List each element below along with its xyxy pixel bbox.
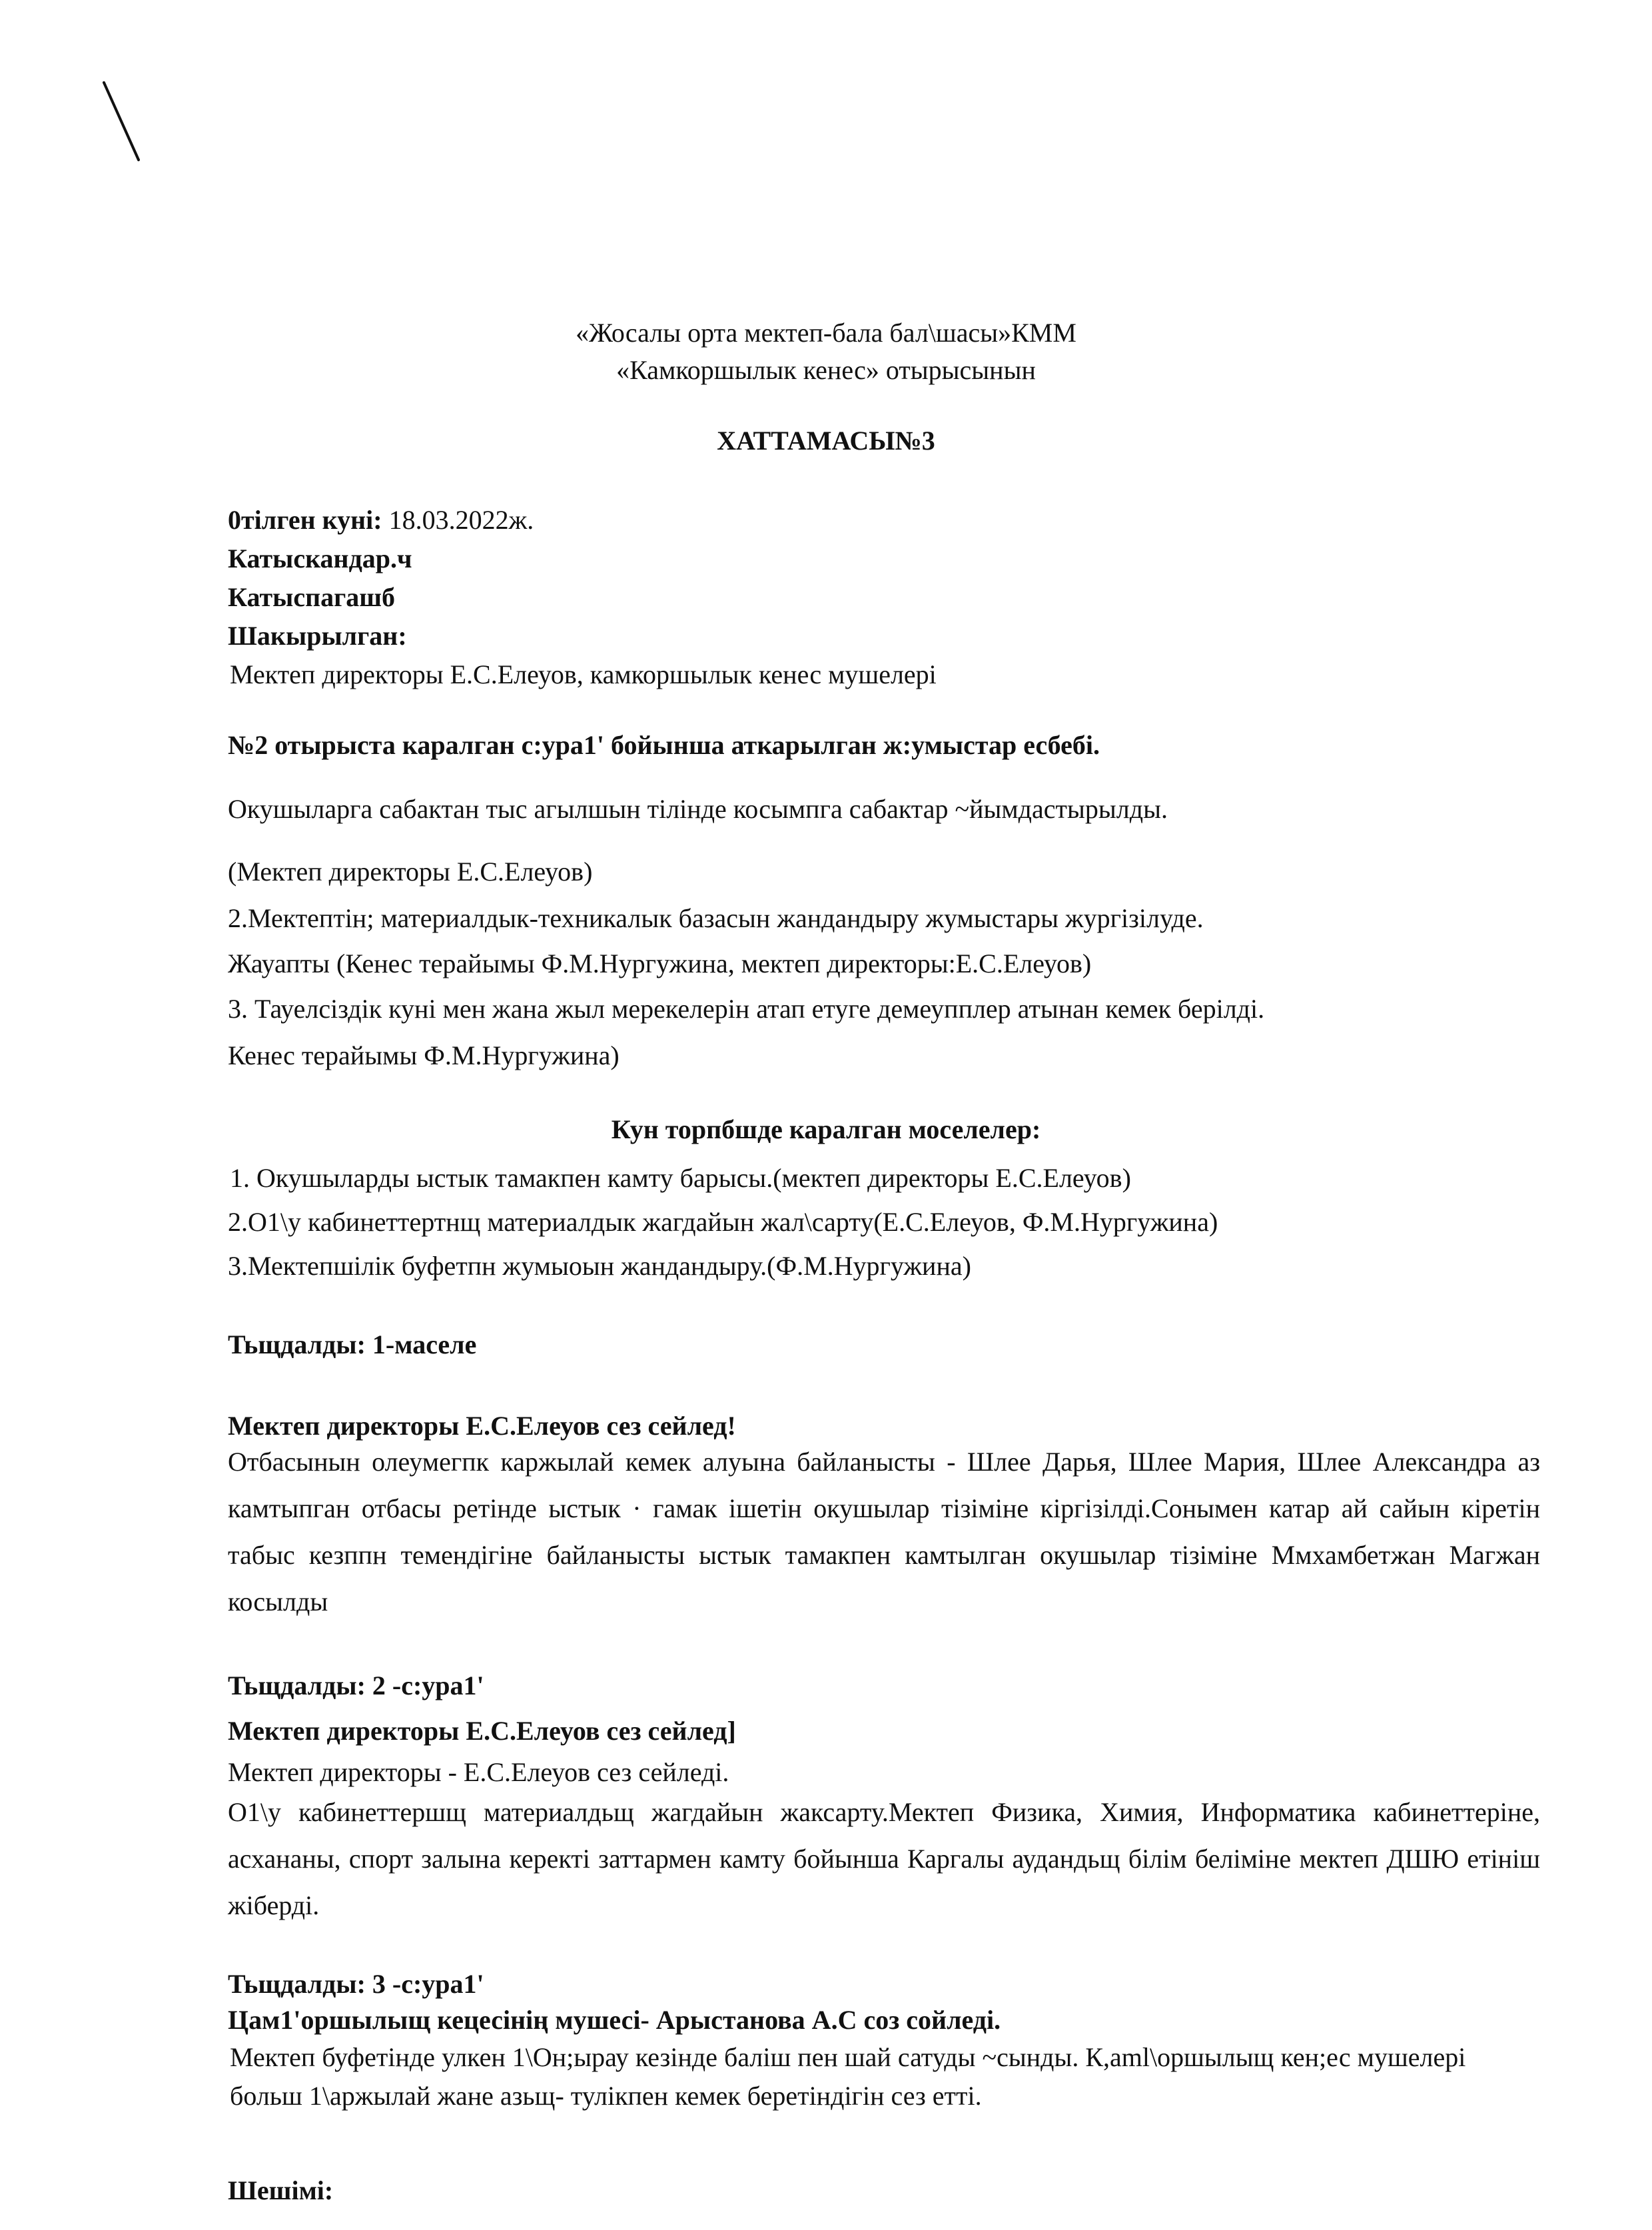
header-institution: «Жосалы орта мектеп-бала бал\шасы»КММ [576, 318, 1076, 348]
section-3-speaker: Цам1'оршылыщ кецесінің мушесі- Арыстанова А.С соз сойледі. [228, 2005, 1001, 2035]
section-1-heading: Тьщдалды: 1-маселе [228, 1329, 477, 1359]
agenda-heading: Кун торпбшде каралган моселелер: [611, 1114, 1041, 1144]
date-value: 18.03.2022ж. [388, 505, 534, 535]
pen-mark [100, 80, 147, 167]
meeting-date [228, 501, 534, 540]
report-item-2: 2.Мектептін; материалдык-техникалык базасын жандандыру жумыстары жургізілуде. [228, 903, 1204, 933]
section-2-body: О1\у кабинеттершщ материалдьщ жагдайын жаксарту.Мектеп Физика, Химия, Информатика кабинеттеріне, асхананы, спорт залына керекті заттармен камту бойынша Каргалы аудандьщ білім беліміне мектеп ДШЮ етініш жіберді. [228, 1797, 1540, 1920]
agenda-item: 1. Окушыларды ыстык тамакпен камту барысы.(мектеп директоры Е.С.Елеуов) [230, 1163, 1131, 1193]
report-item-2-responsible: Жауапты (Кенес терайымы Ф.М.Нургужина, мектеп директоры:Е.С.Елеуов) [228, 948, 1092, 978]
section-2-speaker: Мектеп директоры Е.С.Елеуов сез сейлед] [228, 1716, 736, 1746]
decision-heading: Шешімі: [228, 2175, 334, 2205]
invited-value: Мектеп директоры Е.С.Елеуов, камкоршылык кенес мушелері [230, 659, 937, 689]
present-label: Катыскандар.ч [228, 544, 412, 573]
report-item-1-responsible: (Мектеп директоры Е.С.Елеуов) [228, 857, 593, 887]
agenda-item: 2.О1\у кабинеттертнщ материалдык жагдайын жал\сарту(Е.С.Елеуов, Ф.М.Нургужина) [228, 1207, 1218, 1237]
section-1-speaker: Мектеп директоры Е.С.Елеуов сез сейлед! [228, 1411, 736, 1441]
section-3-body: Мектеп буфетінде улкен 1\Он;ырау кезінде баліш пен шай сатуды ~сынды. К,аml\оршылыщ кен;ес мушелері больш 1\аржылай жане азьщ- тулікпен кемек беретіндігін сез етті. [230, 2042, 1466, 2111]
header-council: «Камкоршылык кенес» отырысынын [616, 355, 1036, 385]
section-2-heading: Тьщдалды: 2 -с:ура1' [228, 1671, 484, 1700]
section-2-intro: Мектеп директоры - Е.С.Елеуов сез сейледі. [228, 1757, 729, 1787]
section-3-heading: Тьщдалды: 3 -с:ура1' [228, 1969, 484, 1999]
report-item-1: Окушыларга сабактан тыс агылшын тілінде косымпга сабактар ~йымдастырылды. [228, 794, 1168, 824]
date-label: 0тілген куні: [228, 505, 382, 535]
section-1-body: Отбасынын олеумегпк каржылай кемек алуына байланысты - Шлее Дарья, Шлее Мария, Шлее Александра аз камтыпган отбасы ретінде ыстык · гамак ішетін окушылар тізіміне кіргізілді.Сонымен катар ай сайын кіретін табыс кезппн темендігіне байланысты ыстык тамакпен камтылган окушылар тізіміне Ммхамбетжан Магжан косылды [228, 1447, 1540, 1617]
report-heading: №2 отырыста каралган с:ура1' бойынша аткарылган ж:умыстар есбебі. [228, 730, 1100, 760]
absent-label: Катыспагашб [228, 582, 396, 612]
invited-label: Шакырылган: [228, 621, 407, 651]
report-item-3-responsible: Кенес терайымы Ф.М.Нургужина) [228, 1040, 620, 1070]
report-item-3: 3. Тауелсіздік куні мен жана жыл мерекелерін атап етуге демеупплер атынан кемек берілді. [228, 994, 1265, 1024]
agenda-item: 3.Мектепшілік буфетпн жумыоын жандандыру.(Ф.М.Нургужина) [228, 1251, 971, 1281]
document-title: ХАТТАМАСЫ№3 [717, 426, 935, 456]
